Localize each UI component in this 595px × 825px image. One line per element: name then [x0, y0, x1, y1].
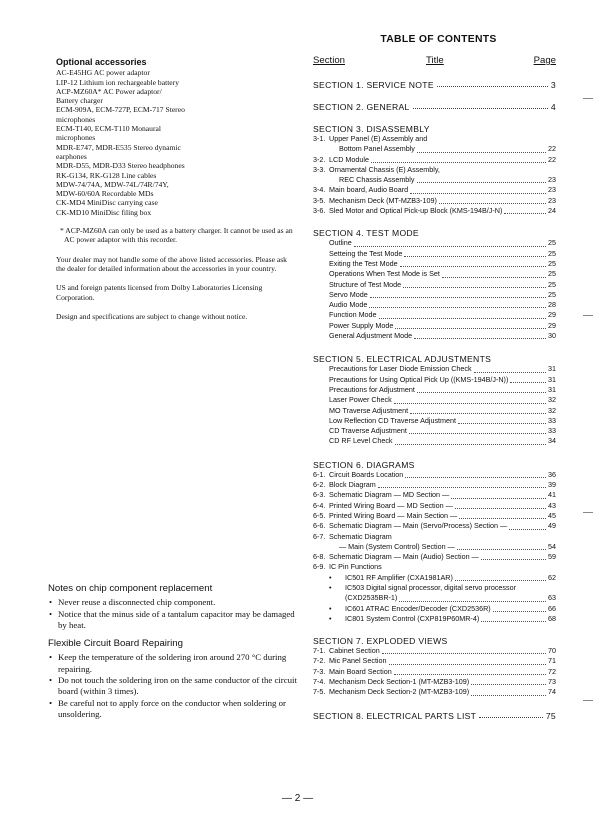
- toc-row-title: Schematic Diagram: [329, 531, 392, 541]
- toc-row-title: Low Reflection CD Traverse Adjustment: [329, 415, 457, 425]
- toc-row-page: 25: [548, 279, 556, 289]
- toc-row[interactable]: [313, 426, 556, 436]
- toc-row-title: IC503 Digital signal processor, digital servo processor: [345, 582, 516, 592]
- toc-row-title: Cabinet Section: [329, 646, 380, 656]
- leader-dots: [417, 392, 546, 393]
- toc-row-page: 34: [548, 436, 556, 446]
- toc-row-title: Function Mode: [329, 310, 377, 320]
- margin-mark: [583, 315, 593, 316]
- toc-row-page: 24: [548, 206, 556, 216]
- toc-row[interactable]: [313, 667, 556, 677]
- toc-row[interactable]: [313, 206, 556, 216]
- toc-row-title: Printed Wiring Board — MD Section —: [329, 500, 453, 510]
- toc-row-number: 6-2.: [313, 480, 326, 490]
- leader-dots: [417, 152, 546, 153]
- toc-row[interactable]: [313, 604, 556, 614]
- leader-dots: [417, 182, 547, 183]
- toc-row-number: 6-3.: [313, 490, 326, 500]
- note-item: • Keep the temperature of the soldering iron around 270 °C during repairing.: [48, 652, 300, 675]
- toc-row-page: 29: [548, 320, 556, 330]
- toc-row[interactable]: [313, 196, 556, 206]
- toc-title: TABLE OF CONTENTS: [380, 34, 497, 45]
- toc-row-number: 6-7.: [313, 531, 326, 541]
- margin-mark: [583, 700, 593, 701]
- toc-row[interactable]: [313, 238, 556, 248]
- toc-row-number: 6-8.: [313, 552, 326, 562]
- toc-row-page: 23: [548, 185, 556, 195]
- toc-row-page: 49: [548, 521, 556, 531]
- toc-column-headers: [313, 55, 556, 68]
- toc-row[interactable]: [313, 511, 556, 521]
- accessories-title: Optional accessories: [56, 57, 147, 67]
- toc-row[interactable]: [313, 385, 556, 395]
- accessory-line: RK-G134, RK-G128 Line cables: [56, 170, 157, 180]
- toc-row[interactable]: [313, 185, 556, 195]
- toc-row-page: 23: [548, 175, 556, 185]
- leader-dots: [442, 277, 546, 278]
- toc-section-3-heading[interactable]: SECTION 3. DISASSEMBLY: [313, 124, 430, 134]
- flex-notes-title: Flexible Circuit Board Repairing: [48, 638, 183, 650]
- toc-row-title: Power Supply Mode: [329, 320, 394, 330]
- note-item: • Notice that the minus side of a tantalum capacitor may be damaged by heat.: [48, 609, 300, 632]
- toc-row-title: (CXD2535BR-1): [345, 593, 398, 603]
- asterisk-note: * ACP-MZ60A can only be used as a battery charger. It cannot be used as an AC power adaptor with this recorder.: [60, 226, 293, 245]
- toc-row-title: Main Board Section: [329, 666, 392, 676]
- toc-row[interactable]: [313, 134, 556, 144]
- toc-row-title: Mechanism Deck (MT-MZB3-109): [329, 195, 437, 205]
- toc-row-title: IC801 System Control (CXP819P60MR-4): [345, 613, 480, 623]
- chip-notes-title: Notes on chip component replacement: [48, 583, 213, 594]
- accessory-line: microphones: [56, 114, 96, 124]
- note-item: • Do not touch the soldering iron on the same conductor of the circuit board (within 3 times).: [48, 675, 300, 698]
- toc-row-page: 68: [548, 613, 556, 623]
- leader-dots: [451, 498, 546, 499]
- toc-row-number: 6-9.: [313, 562, 326, 572]
- leader-dots: [395, 444, 546, 445]
- toc-row[interactable]: [313, 562, 556, 572]
- toc-row-page: 33: [548, 415, 556, 425]
- toc-section-6-heading[interactable]: SECTION 6. DIAGRAMS: [313, 459, 415, 470]
- toc-row-title: Schematic Diagram — Main (Servo/Process) Section —: [329, 521, 508, 531]
- toc-row[interactable]: [313, 144, 556, 154]
- leader-dots: [394, 674, 546, 675]
- accessory-line: MDR-D55, MDR-D33 Stereo headphones: [56, 161, 185, 171]
- toc-row-title: Schematic Diagram — MD Section —: [329, 490, 450, 500]
- toc-row-page: 32: [548, 405, 556, 415]
- leader-dots: [371, 162, 546, 163]
- toc-row-title: Precautions for Adjustment: [329, 384, 415, 394]
- leader-dots: [382, 653, 546, 654]
- toc-row-number: 7-5.: [313, 687, 326, 697]
- table-of-contents: [313, 34, 556, 721]
- toc-row-page: 66: [548, 603, 556, 613]
- toc-row-page: 73: [548, 677, 556, 687]
- toc-row-title: Circuit Boards Location: [329, 469, 404, 479]
- toc-row[interactable]: [313, 280, 556, 290]
- toc-row[interactable]: [313, 165, 556, 175]
- leader-dots: [410, 193, 546, 194]
- leader-dots: [455, 580, 546, 581]
- accessory-line: AC-E45HG AC power adaptor: [56, 68, 150, 78]
- leader-dots: [400, 266, 546, 267]
- toc-row-title: Schematic Diagram — Main (Audio) Section —: [329, 552, 479, 562]
- toc-row-title: MO Traverse Adjustment: [329, 405, 409, 415]
- accessory-line: LIP-12 Lithium ion rechargeable battery: [56, 77, 180, 87]
- toc-row-title: IC601 ATRAC Encoder/Decoder (CXD2536R): [345, 603, 491, 613]
- toc-row[interactable]: [313, 552, 556, 562]
- leader-dots: [414, 338, 546, 339]
- toc-row-title: CD RF Level Check: [329, 436, 393, 446]
- toc-section-2[interactable]: SECTION 2. GENERAL 4: [313, 102, 556, 112]
- toc-row-title: Sled Motor and Optical Pick-up Block (KMS-194B/J-N): [329, 206, 503, 216]
- leader-dots: [354, 246, 546, 247]
- leader-dots: [510, 382, 546, 383]
- toc-row[interactable]: [313, 677, 556, 687]
- toc-row-page: 32: [548, 395, 556, 405]
- toc-row[interactable]: [313, 310, 556, 320]
- toc-row[interactable]: [313, 614, 556, 624]
- toc-row[interactable]: [313, 269, 556, 279]
- accessory-line: microphones: [56, 133, 96, 143]
- toc-row-title: Precautions for Using Optical Pick Up ((KMS-194B/J-N)): [329, 374, 509, 384]
- specs-paragraph: Design and specifications are subject to change without notice.: [56, 311, 248, 321]
- accessory-line: MDR-E747, MDR-E535 Stereo dynamic: [56, 142, 181, 152]
- accessories-list: [56, 68, 296, 217]
- toc-row-title: Outline: [329, 238, 352, 248]
- leader-dots: [404, 256, 546, 257]
- toc-section-8[interactable]: SECTION 8. ELECTRICAL PARTS LIST 75: [313, 710, 556, 721]
- toc-row[interactable]: [313, 436, 556, 446]
- accessory-line: ECM-T140, ECM-T110 Monaural: [56, 124, 161, 134]
- toc-row-number: 3-3.: [313, 164, 326, 174]
- toc-row-title: Servo Mode: [329, 289, 368, 299]
- accessory-line: MDW-60/60A Recordable MDs: [56, 189, 154, 199]
- toc-row-page: 25: [548, 258, 556, 268]
- leader-dots: [409, 433, 546, 434]
- note-item: • Never reuse a disconnected chip component.: [48, 597, 300, 608]
- toc-row[interactable]: [313, 259, 556, 269]
- toc-row-page: 25: [548, 269, 556, 279]
- toc-row-title: Printed Wiring Board — Main Section —: [329, 510, 458, 520]
- toc-row-page: 45: [548, 510, 556, 520]
- leader-dots: [455, 508, 546, 509]
- accessory-line: ACP-MZ60A* AC Power adaptor/: [56, 86, 162, 96]
- toc-row-page: 22: [548, 144, 556, 154]
- toc-row-page: 72: [548, 666, 556, 676]
- toc-row-bullet: •: [329, 613, 332, 623]
- toc-row-bullet: •: [329, 603, 332, 613]
- toc-section-4-heading[interactable]: SECTION 4. TEST MODE: [313, 228, 419, 239]
- toc-section-5-rows: [313, 364, 556, 446]
- toc-row-title: Upper Panel (E) Assembly and: [329, 134, 428, 143]
- toc-row-bullet: •: [329, 582, 332, 592]
- toc-row[interactable]: [313, 395, 556, 405]
- toc-row-page: 30: [548, 331, 556, 341]
- toc-row[interactable]: [313, 406, 556, 416]
- toc-section-5-heading[interactable]: SECTION 5. ELECTRICAL ADJUSTMENTS: [313, 354, 492, 365]
- toc-section-7-heading[interactable]: SECTION 7. EXPLODED VIEWS: [313, 636, 448, 647]
- toc-row-title: Audio Mode: [329, 300, 368, 310]
- toc-row-page: 29: [548, 310, 556, 320]
- toc-row-page: 31: [548, 364, 556, 374]
- toc-row-title: LCD Module: [329, 154, 369, 164]
- accessories-block: [56, 58, 296, 321]
- toc-row-title: IC Pin Functions: [329, 562, 382, 572]
- leader-dots: [457, 549, 546, 550]
- toc-row-page: 23: [548, 195, 556, 205]
- toc-row[interactable]: [313, 490, 556, 500]
- toc-row[interactable]: [313, 470, 556, 480]
- toc-row[interactable]: [313, 175, 556, 185]
- toc-row[interactable]: [313, 583, 556, 593]
- toc-row-page: 25: [548, 289, 556, 299]
- toc-row[interactable]: [313, 480, 556, 490]
- leader-dots: [439, 203, 546, 204]
- leader-dots: [389, 664, 546, 665]
- toc-row[interactable]: [313, 321, 556, 331]
- leader-dots: [370, 297, 546, 298]
- toc-row-title: Mic Panel Section: [329, 656, 387, 666]
- toc-row-number: 6-5.: [313, 510, 326, 520]
- toc-row-page: 43: [548, 500, 556, 510]
- toc-row-number: 3-2.: [313, 154, 326, 164]
- toc-row-page: 31: [548, 374, 556, 384]
- toc-row-title: Exiting the Test Mode: [329, 258, 398, 268]
- toc-row[interactable]: [313, 542, 556, 552]
- toc-section-4-rows: [313, 238, 556, 341]
- toc-row-number: 6-1.: [313, 469, 326, 479]
- toc-row-page: 41: [548, 490, 556, 500]
- toc-row-title: Setteing the Test Mode: [329, 248, 403, 258]
- toc-row[interactable]: [313, 364, 556, 374]
- toc-row-page: 74: [548, 687, 556, 697]
- toc-section-7-rows: [313, 646, 556, 697]
- toc-row[interactable]: [313, 593, 556, 603]
- toc-row-page: 71: [548, 656, 556, 666]
- toc-row-title: Mechanism Deck Section-2 (MT-MZB3-109): [329, 687, 470, 697]
- toc-row-bullet: •: [329, 572, 332, 582]
- toc-row-page: 62: [548, 572, 556, 582]
- toc-row[interactable]: [313, 687, 556, 697]
- accessory-line: CK-MD4 MiniDisc carrying case: [56, 198, 158, 208]
- toc-row[interactable]: [313, 249, 556, 259]
- leader-dots: [399, 601, 546, 602]
- toc-section-3-rows: [313, 134, 556, 216]
- col-title: Title: [426, 55, 444, 66]
- toc-row-page: 33: [548, 426, 556, 436]
- leader-dots: [379, 318, 546, 319]
- margin-mark: [583, 98, 593, 99]
- toc-row-number: 6-4.: [313, 500, 326, 510]
- toc-row-title: Operations When Test Mode is Set: [329, 269, 440, 279]
- toc-row-title: IC501 RF Amplifier (CXA1981AR): [345, 572, 453, 582]
- toc-row-page: 39: [548, 480, 556, 490]
- toc-row[interactable]: [313, 501, 556, 511]
- toc-row-title: Bottom Panel Assembly: [339, 144, 415, 154]
- toc-row-title: General Adjustment Mode: [329, 331, 413, 341]
- toc-row[interactable]: [313, 331, 556, 341]
- patent-paragraph: US and foreign patents licensed from Dolby Laboratories Licensing Corporation.: [56, 283, 263, 302]
- leader-dots: [459, 518, 546, 519]
- toc-row-number: 7-1.: [313, 646, 326, 656]
- accessory-line: Battery charger: [56, 96, 103, 106]
- toc-row[interactable]: [313, 290, 556, 300]
- leader-dots: [504, 213, 546, 214]
- leader-dots: [471, 684, 546, 685]
- leader-dots: [378, 487, 546, 488]
- col-page: Page: [533, 55, 556, 66]
- accessory-line: CK-MD10 MiniDisc filing box: [56, 207, 152, 217]
- leader-dots: [481, 559, 546, 560]
- toc-row-page: 22: [548, 154, 556, 164]
- toc-row-number: 7-2.: [313, 656, 326, 666]
- dealer-paragraph: Your dealer may not handle some of the above listed accessories. Please ask the dealer for detailed information about the accessories in your country.: [56, 254, 287, 273]
- flex-notes-list: [48, 652, 300, 720]
- toc-row-page: 59: [548, 552, 556, 562]
- toc-section-1[interactable]: SECTION 1. SERVICE NOTE 3: [313, 80, 556, 90]
- leader-dots: [471, 695, 546, 696]
- leader-dots: [509, 529, 546, 530]
- toc-row[interactable]: [313, 155, 556, 165]
- toc-row[interactable]: [313, 375, 556, 385]
- accessory-line: ECM-909A, ECM-727P, ECM-717 Stereo: [56, 105, 185, 115]
- toc-row[interactable]: [313, 532, 556, 542]
- leader-dots: [493, 611, 546, 612]
- toc-row-number: 7-4.: [313, 677, 326, 687]
- accessory-line: earphones: [56, 151, 87, 161]
- toc-row-page: 54: [548, 541, 556, 551]
- repair-notes: [48, 583, 300, 727]
- toc-row[interactable]: [313, 656, 556, 666]
- toc-row-number: 3-1.: [313, 134, 326, 143]
- toc-row-page: 36: [548, 469, 556, 479]
- leader-dots: [458, 423, 546, 424]
- leader-dots: [481, 621, 546, 622]
- toc-row-number: 6-6.: [313, 521, 326, 531]
- page-number: — 2 —: [282, 793, 314, 804]
- leader-dots: [403, 287, 546, 288]
- toc-row[interactable]: [313, 300, 556, 310]
- toc-row[interactable]: [313, 573, 556, 583]
- toc-row-title: Mechanism Deck Section-1 (MT-MZB3-109): [329, 677, 470, 687]
- toc-row-number: 3-6.: [313, 206, 326, 216]
- toc-row-page: 70: [548, 646, 556, 656]
- toc-row-title: Block Diagram: [329, 480, 376, 490]
- toc-row-page: 25: [548, 238, 556, 248]
- note-item: • Be careful not to apply force on the conductor when soldering or unsoldering.: [48, 698, 300, 721]
- leader-dots: [394, 403, 546, 404]
- toc-row[interactable]: [313, 521, 556, 531]
- leader-dots: [474, 372, 546, 373]
- toc-row-title: — Main (System Control) Section —: [339, 541, 455, 551]
- leader-dots: [405, 477, 546, 478]
- col-section: Section: [313, 55, 345, 66]
- toc-row-number: 7-3.: [313, 666, 326, 676]
- toc-row-number: 3-4.: [313, 185, 326, 195]
- chip-notes-list: [48, 597, 300, 631]
- toc-row-page: 28: [548, 300, 556, 310]
- toc-row-page: 63: [548, 593, 556, 603]
- toc-row-title: Structure of Test Mode: [329, 279, 402, 289]
- toc-row-title: Precautions for Laser Diode Emission Check: [329, 364, 472, 374]
- toc-row-title: Ornamental Chassis (E) Assembly,: [329, 164, 440, 174]
- toc-row[interactable]: [313, 646, 556, 656]
- margin-mark: [583, 512, 593, 513]
- leader-dots: [410, 413, 546, 414]
- accessory-line: MDW-74/74A, MDW-74L/74R/74Y,: [56, 179, 169, 189]
- toc-row-title: REC Chassis Assembly: [339, 175, 415, 185]
- leader-dots: [369, 307, 546, 308]
- toc-row-title: Main board, Audio Board: [329, 185, 409, 195]
- toc-section-6-rows: [313, 470, 556, 624]
- toc-row[interactable]: [313, 416, 556, 426]
- toc-row-page: 25: [548, 248, 556, 258]
- toc-row-page: 31: [548, 384, 556, 394]
- toc-row-title: Laser Power Check: [329, 395, 392, 405]
- toc-row-number: 3-5.: [313, 195, 326, 205]
- toc-row-title: CD Traverse Adjustment: [329, 426, 407, 436]
- leader-dots: [395, 328, 546, 329]
